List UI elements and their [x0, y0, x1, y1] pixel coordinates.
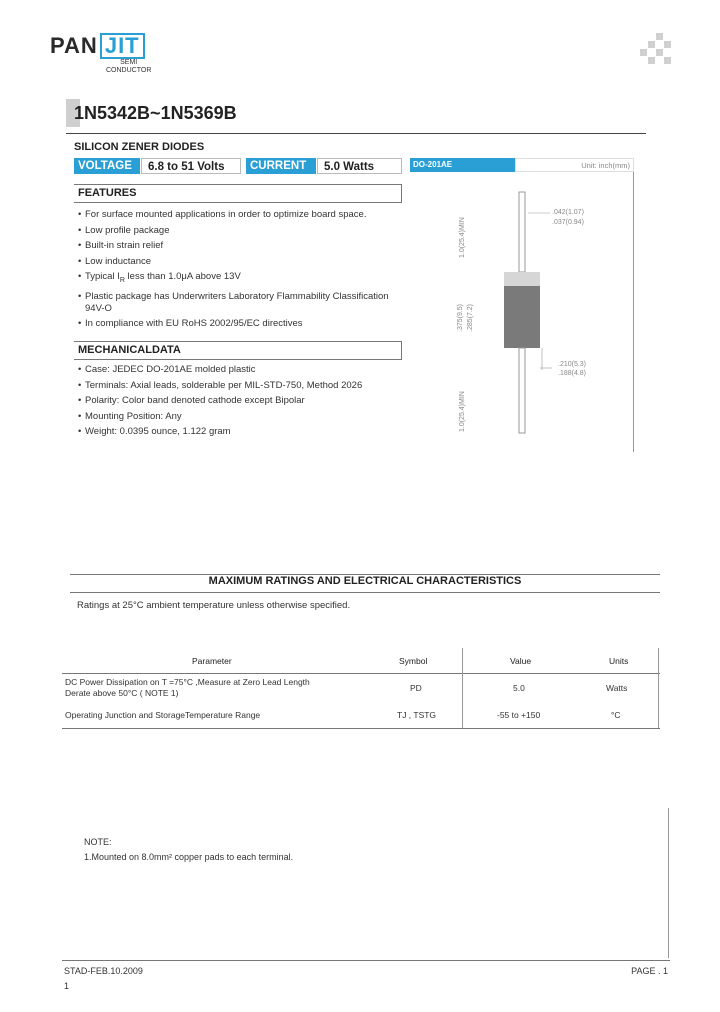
- product-subtitle: SILICON ZENER DIODES: [74, 141, 205, 153]
- voltage-label: VOLTAGE: [74, 158, 140, 174]
- cathode-band: [504, 272, 540, 286]
- dim-lead-len-top: 1.0(25.4)MIN: [459, 217, 466, 258]
- row2-value: -55 to +150: [497, 710, 541, 720]
- brand-name-boxed: JIT: [100, 33, 145, 59]
- features-heading: FEATURES: [78, 187, 137, 199]
- row1-param-line2: Derate above 50°C ( NOTE 1): [65, 688, 179, 698]
- list-item: • Polarity: Color band denoted cathode except Bipolar: [78, 395, 398, 407]
- table-line-bottom: [62, 728, 660, 729]
- row2-units: °C: [611, 710, 621, 720]
- title-rule: [66, 133, 646, 134]
- dim-body-dia-2: .188(4.8): [558, 370, 587, 377]
- column-header-value: Value: [510, 656, 532, 666]
- lead-top: [519, 192, 525, 272]
- list-item: [78, 271, 398, 287]
- package-border: [633, 172, 634, 452]
- mechanical-heading: MECHANICALDATA: [78, 344, 181, 356]
- table-line-header: [62, 673, 660, 674]
- row1-units: Watts: [606, 683, 628, 693]
- row2-param: Operating Junction and StorageTemperature Range: [65, 710, 261, 720]
- dim-body-len-2: .285(7.2): [467, 303, 474, 332]
- brand-sub-line1: SEMI: [120, 59, 138, 66]
- package-outline-drawing: [440, 180, 630, 440]
- row1-param-line1: DC Power Dissipation on T =75°C ,Measure at Zero Lead Length: [65, 677, 310, 687]
- note-label: NOTE:: [84, 837, 112, 847]
- table-row: [65, 677, 345, 699]
- list-item: • For surface mounted applications in order to optimize board space.: [78, 209, 398, 221]
- ratings-title: MAXIMUM RATINGS AND ELECTRICAL CHARACTERISTICS: [208, 575, 522, 587]
- brand-subtitle: [106, 59, 151, 75]
- features-list: [78, 209, 398, 334]
- voltage-value: 6.8 to 51 Volts: [141, 158, 241, 174]
- table-side: [658, 648, 659, 728]
- typical-prefix: Typical I: [85, 271, 120, 283]
- footer-page: PAGE . 1: [631, 966, 668, 976]
- ratings-rule-bottom: [70, 592, 660, 593]
- footer-side-line: [668, 808, 669, 958]
- lead-bottom: [519, 348, 525, 433]
- package-unit: Unit: inch(mm): [515, 158, 634, 172]
- decorative-dots-icon: [640, 33, 680, 73]
- brand-name: PAN: [50, 33, 98, 58]
- typical-subscript: R: [119, 277, 125, 285]
- column-header-parameter: Parameter: [192, 656, 232, 666]
- list-item: • Terminals: Axial leads, solderable per MIL-STD-750, Method 2026: [78, 380, 398, 392]
- list-item: • Built-in strain relief: [78, 240, 398, 252]
- dim-lead-len-bottom: 1.0(25.4)MIN: [459, 391, 466, 432]
- row1-value: 5.0: [513, 683, 525, 693]
- current-value: 5.0 Watts: [317, 158, 402, 174]
- brand-logo: [50, 33, 145, 59]
- dim-lead-dia-2: .037(0.94): [552, 219, 584, 226]
- dim-body-dia-1: .210(5.3): [558, 361, 587, 368]
- footer-page-number: 1: [64, 981, 70, 991]
- note-text: 1.Mounted on 8.0mm² copper pads to each terminal.: [84, 852, 294, 862]
- list-item: • Mounting Position: Any: [78, 411, 398, 423]
- column-header-symbol: Symbol: [399, 656, 428, 666]
- list-item: • Low profile package: [78, 225, 398, 237]
- list-item: • Plastic package has Underwriters Laboratory Flammability Classification 94V-O: [78, 291, 398, 315]
- list-item: • In compliance with EU RoHS 2002/95/EC directives: [78, 318, 398, 330]
- ratings-note: Ratings at 25°C ambient temperature unless otherwise specified.: [77, 600, 351, 611]
- table-divider: [462, 648, 463, 728]
- column-header-units: Units: [609, 656, 629, 666]
- dim-lead-dia-1: .042(1.07): [552, 209, 584, 216]
- brand-sub-line2: CONDUCTOR: [106, 67, 152, 74]
- list-item: • Weight: 0.0395 ounce, 1.122 gram: [78, 426, 398, 438]
- footer-rule: [62, 960, 670, 961]
- current-label: CURRENT: [246, 158, 316, 174]
- row2-symbol: TJ , TSTG: [397, 710, 437, 720]
- dim-body-len-1: .375(9.5): [457, 303, 464, 332]
- footer-date: STAD-FEB.10.2009: [64, 966, 143, 976]
- list-item: • Case: JEDEC DO-201AE molded plastic: [78, 364, 398, 376]
- mechanical-list: [78, 364, 398, 442]
- page-title: 1N5342B~1N5369B: [74, 103, 237, 123]
- typical-suffix: less than 1.0μA above 13V: [124, 271, 241, 283]
- package-name: DO-201AE: [410, 158, 634, 172]
- row1-symbol: PD: [410, 683, 422, 693]
- list-item: • Low inductance: [78, 256, 398, 268]
